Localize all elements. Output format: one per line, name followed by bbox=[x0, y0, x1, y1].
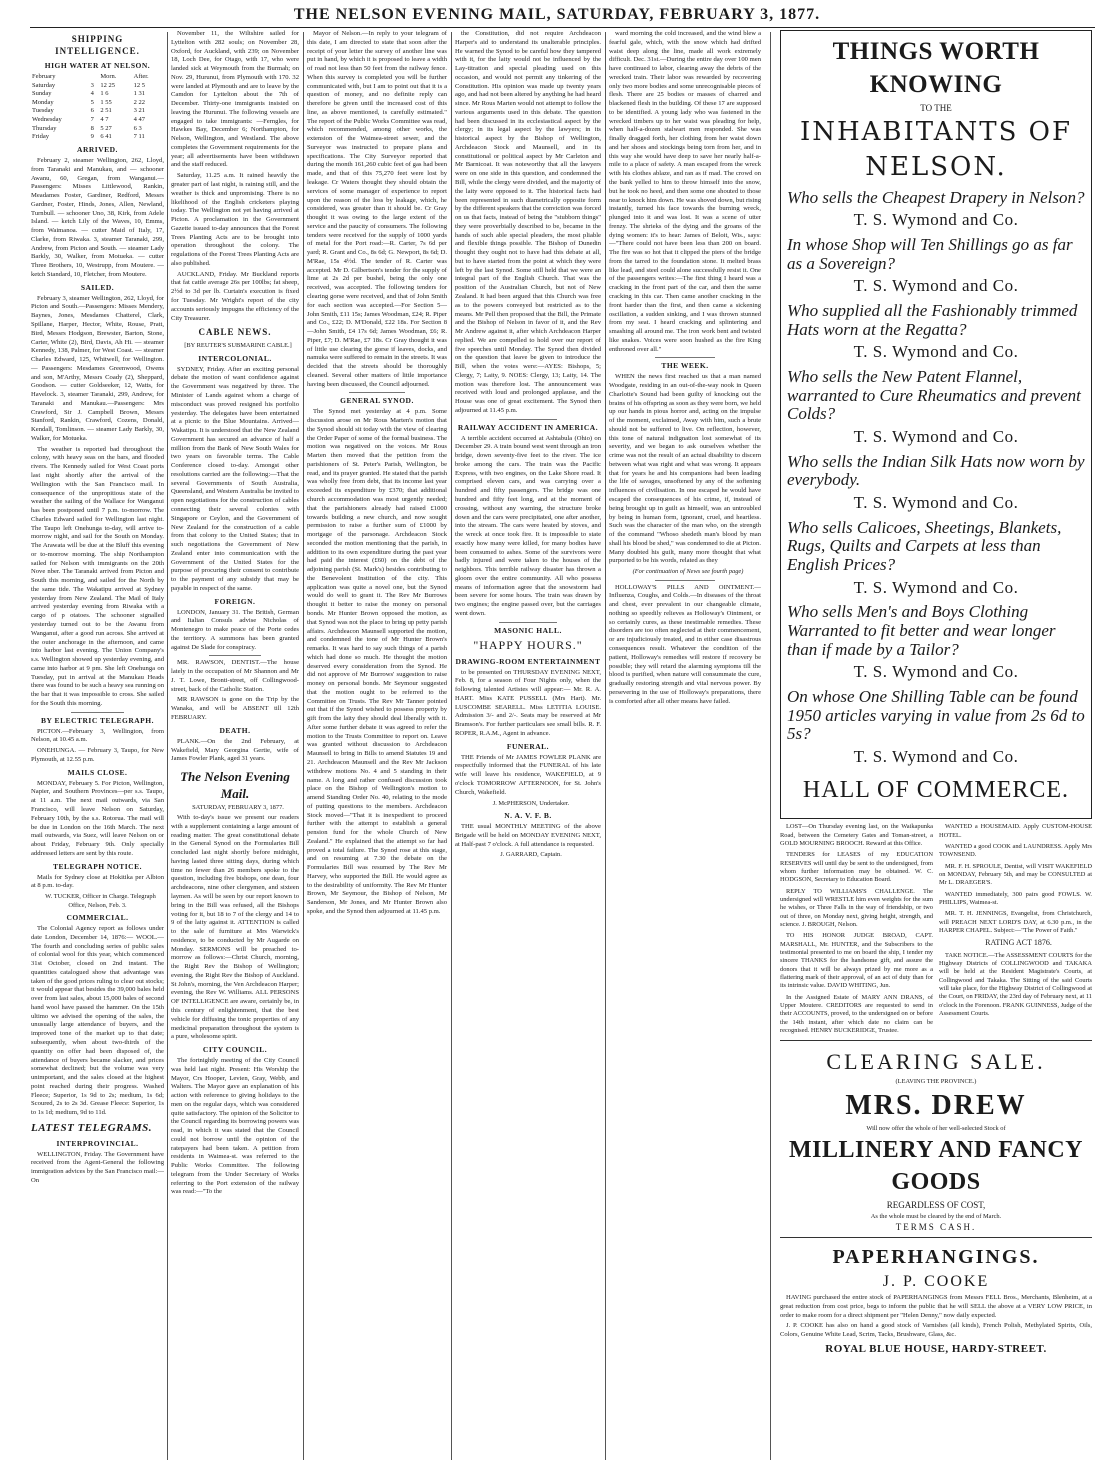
hall-of-commerce: HALL OF COMMERCE. bbox=[802, 776, 1070, 803]
tide-cell: 9 bbox=[90, 133, 94, 141]
classified-ad: TENDERS for LEASES of my EDUCATION RESERVES will until day be sent to the undersigned, from whom further information may be obtained. W. C. HODGSON, Secretary to Education Board. bbox=[780, 851, 933, 884]
answer: T. S. Wymond and Co. bbox=[853, 342, 1019, 362]
paperhangings-ad bbox=[780, 1237, 1092, 1356]
tide-row bbox=[31, 116, 164, 125]
answer: T. S. Wymond and Co. bbox=[853, 210, 1019, 230]
clearing-sale-heading: CLEARING SALE. bbox=[826, 1049, 1046, 1075]
railway-heading: RAILWAY ACCIDENT IN AMERICA. bbox=[457, 422, 599, 432]
immigration-text: November 11, the Wiltshire sailed for Lyttelton with 282 souls; on November 28, Oxford, for Auckland, with 239; on November 18, Loch Dee, for Otago, with 17, who were landed sick at Weymouth from the Burmah; on Nov. 29, Hurunui, from Plymouth with 170. 32 were landed at Plymouth and are to leave by the Camdon for Lyttelton about the 7th of December. Thirty-one immigrants insisted on leaving the Hurunui. The following vessels are engaged to take immigrants: —Ferngles, for Hawkes Bay, December 6; Northampton, for Nelson, Wellington, and Westland. The above completes the Government requirements for the year; all advertisements have been withdrawn and the staff reduced. bbox=[171, 30, 299, 169]
arrived-text: February 2, steamer Wellington, 262, Lloyd, from Taranaki and Manukau, and — schooner Awanu, 60, Gregan, from Wanganui.—Passengers: Misses Littlewood, Rankin, Meadames Foster, Gardiner, Redford, Messrs Gardner, Foster, Hinds, Jones, Allen, Newland, Turnbull. — schooner Uno, 38, Kirk, from Adele Island. — ketch Lily of the Waves, 10, Emms, from Waimanoa. — cutter Maid of Italy, 17, Clarke, from Riwaka. 3, steamer Taranaki, 299, Andrew, from Picton and South. — steamer Lady Barkly, 30, Walker, from Motueka. — cutter Three Brothers, 10, Westrupp, from Moutere. — ketch Standard, 10, Fletcher, from Moutere. bbox=[31, 157, 164, 278]
commercial-heading: COMMERCIAL. bbox=[66, 913, 129, 923]
masonic-heading: MASONIC HALL. bbox=[494, 625, 562, 635]
tide-cell: 1 6 bbox=[100, 90, 109, 98]
inhabitants-of-nelson: INHABITANTS OF NELSON. bbox=[799, 117, 1073, 183]
railway-text: A terrible accident occurred at Ashtabula (Ohio) on December 29. A train bound west went through an iron bridge, down seventy-five feet to the river. The ice broke among the cars. The train was the Pacific Express, with two engines, on the Lake Shore road. It comprised eleven cars, and was carrying over a hundred and fifty passengers. The bridge was one hundred and fifty feet long, and at the moment of crossing, without any warning, the structure broke down and the cars were precipitated, one after another, into the stream. The cars were heated by stoves, and the wreck at once took fire. It is impossible to state exactly how many were killed, for many bodies have been consumed to ashes. Some of the survivors were badly injured and were taken to the houses of the neighbors. This terrible railway disaster has thrown a gloom over the entire community. All who possess means of information agree that the snowstorm had been severe for some hours. The train was drawn by two engines; the engine passed over, but the carriages went down. bbox=[455, 434, 601, 617]
answer: T. S. Wymond and Co. bbox=[853, 426, 1019, 446]
tide-row bbox=[31, 90, 164, 99]
divider bbox=[499, 419, 557, 420]
council-continued: Mayor of Nelson.—In reply to your telegram of this date, I am directed to state that soon after the receipt of your letter the survey of another line was put in hand, by which it is proposed to leave a width of road not less than 50 feet from the railway fence. When this survey is completed you will be further communicated with, but I am to point out that it is a question of money, and no definite reply can therefore be given until the increased cost of this line, as above mentioned, is carefully estimated." The report of the Public Works Committee was read, which recommended, among other works, the extension of the Waimea-street sewer, and the Surveyor was instructed to prepare plans and specifications. The City Surveyor reported that during the month 161,260 cubic feet of gas had been made, and that of this 75,270 feet were lost by leakage. Cr Waters thought they should obtain the services of some manager of experience to report upon the reason of the loss by leakage, which, he considered, was greater than it should be. Cr Gray thought it was owing to the large extent of the service and the paucity of consumers. The following tenders were received for the supply of 1000 yards of metal for the Port road:—R. Carter, 7s 6d per yard; R. Grant and Co., 8s 6d; G. Newport, 8s 6d; D. M'Rae, 15s 4½d. The tender of R. Carter was accepted. Mr D. Gilbertson's tender for the supply of lime at 2s 2d per bushel, being the only one received, was accepted. The following tenders for clearing gorse were received, and that of John Smith for each section was accepted.—For Section 5—John Smith, £11 15s; James Woodman, £24; R. Piper and Co., £22; D. M'Donald, £22 18s. For Section 8—John Smith, £4 17s 6d; James Woodman, £6; R. Piper, £7; D. M'Rae, £7 18s. Cr Gray thought it was of little use clearing the gorse if leaves, docks, and namuka were suffered to remain in the streets. It was decided that the streets should be thoroughly cleaned. Several other matters of little importance having been discussed, the Council adjourned. bbox=[307, 30, 447, 388]
tide-head: Morn. bbox=[100, 72, 117, 80]
cable-subheading: [BY REUTER'S SUBMARINE CABLE.] bbox=[184, 342, 292, 350]
mails-heading: MAILS CLOSE. bbox=[67, 767, 128, 777]
tide-cell: 2 22 bbox=[133, 98, 146, 106]
paperhangings-heading: PAPERHANGINGS. bbox=[832, 1246, 1040, 1269]
tide-cell: 1 55 bbox=[100, 98, 112, 106]
death-heading: DEATH. bbox=[219, 725, 251, 735]
arrived-heading: ARRIVED. bbox=[77, 145, 118, 155]
masthead: THE NELSON EVENING MAIL, SATURDAY, FEBRUARY 3, 1877. bbox=[293, 6, 821, 23]
will-now-offer: Will now offer the whole of her well-selected Stock of bbox=[866, 1125, 1006, 1133]
interprovincial-heading: INTERPROVINCIAL. bbox=[56, 1138, 139, 1148]
tide-head: February bbox=[32, 72, 56, 80]
navf-heading: N. A. V. F. B. bbox=[504, 811, 552, 821]
classified-ad: TO HIS HONOR JUDGE BROAD, CAPT. MARSHALL, Mr. HUNTER, and the Subscribers to the testimonial presented to me on board the ship, I tender my sincere THANKS for the handsome gift, and assure the donors that it will be always prized by me more as a flattering mark of their approval, of an act of duty than for its intrinsic value. DAVID WHITING, Jun. bbox=[780, 932, 933, 990]
funeral-text: THE Friends of Mr JAMES FOWLER PLANK are respectfully informed that the FUNERAL of his late wife will leave his residence, WAKEFIELD, at 9 o'clock TOMORROW AFTERNOON, for St. John's Church, Wakefield. bbox=[455, 753, 601, 796]
dentist-ad: MR. RAWSON, DENTIST.—The house lately in the occupation of Mr Shannon and Mr J. T. Lowe, Bronti-street, off Collingwood-street, back of the Catholic Station. bbox=[171, 659, 299, 693]
foreign-text: LONDON, January 31. The British, German and Italian Consuls advise Nicholas of Montenegro to make peace of the Porte cedes the territory. A summons has been granted against De Slade for conspiracy. bbox=[171, 608, 299, 651]
small-ads-right bbox=[939, 823, 1092, 1038]
the-week-text: WHEN the news first reached us that a man named Woodgate, residing in an out-of-the-way nook in Queen Charlotte's Sound had been guilty of knocking out the brains of his offspring as soon as they were born, we held up our hands in pious horror and, acting on the impulse of the moment, exclaimed, Away with him, such a brute should not be suffered to live. On reflection, however, this tone of natural indignation lost somewhat of its severity, and we began to ask ourselves whether the crime was not the result of an actual disability to discern between what was right and what was wrong. It appears that for years he and his companions had been leading the life of savages, unsoftened by any of the softening influences of civilisation. In one escaped he would have escaped the consequences of his crime, if, instead of being brought up in guilt as himself, was an untroubled by being in human form, ignorant, cruel, and heartless. Such was the character of the man who, on the strength of the command "Whoso shedeth man's blood by man shall his blood be shed," was condemned to die at Picton. Many doubted his guilt, many more thought that what purported to be his words, related as they bbox=[609, 373, 761, 565]
answer: T. S. Wymond and Co. bbox=[853, 276, 1019, 296]
tide-cell: Monday bbox=[32, 98, 54, 106]
tide-cell: 8 bbox=[90, 124, 94, 132]
question: Who supplied all the Fashionably trimmed Hats worn at the Regatta? bbox=[787, 300, 1078, 339]
mails-text: MONDAY, February 5. For Picton, Wellington, Napier, and Southern Provinces—per s.s. Taupo, at 11 a.m. The next mail outwards, via San Francisco, will leave Nelson on Saturday, February 10th, by the s.s. Rotorua. The mail will be due in London on the 16th March. The next mail outwards, via Suez, will leave Nelson on or about Friday, February 9th. Only specially addressed letters are sent by this route. bbox=[31, 779, 164, 857]
paperhangings-text-2: J. P. COOKE has also on hand a good stock of Varnishes (all kinds), French Polish, Methylated Spirits, Oils, Colors, Genuine White Lead, Scrim, Tacks, Brushware, Glass, &c. bbox=[780, 1322, 1092, 1339]
divider bbox=[349, 392, 405, 393]
answer: T. S. Wymond and Co. bbox=[853, 662, 1019, 682]
foreign-heading: FOREIGN. bbox=[214, 596, 256, 606]
interprovincial-text: WELLINGTON, Friday. The Government have received from the Agent-General the following immigration advices by the San Francisco mail:—On bbox=[31, 1150, 164, 1184]
tide-table bbox=[31, 73, 164, 142]
column-2 bbox=[171, 30, 299, 1460]
tide-row bbox=[31, 99, 164, 108]
tide-cell: 7 bbox=[90, 116, 94, 124]
shipping-heading: SHIPPING INTELLIGENCE. bbox=[55, 34, 140, 56]
tide-head: After. bbox=[133, 72, 149, 80]
tide-cell: 3 bbox=[90, 81, 94, 89]
intercolonial-heading: INTERCOLONIAL. bbox=[198, 353, 272, 363]
paper-title: The Nelson Evening Mail. bbox=[180, 769, 290, 802]
answer: T. S. Wymond and Co. bbox=[853, 577, 1019, 597]
tide-cell: 12 5 bbox=[133, 81, 146, 89]
classified-ad: LOST—On Thursday evening last, on the Waikapunka Road, between the Cemetery Gates and Toman-street, a GOLD MOURNING BROOCH. Reward at this Office. bbox=[780, 823, 933, 848]
telegraph-arrived: PICTON.—February 3, Wellington, from Nelson, at 10.45 a.m. bbox=[31, 727, 164, 744]
railway-continued: ward morning the cold increased, and the wind blew a fearful gale, which, with the snow which had drifted waist deep along the line, made all work extremely difficult. Dec. 31st.—During the entire day over 100 men have continued to labor, clearing away the debris of the wrecked train. Their labor was rewarded by recovering only two more bodies and some unrecognisable pieces of flesh. There are 25 bodies or masses of charred and blackened flesh in the building. Of these 17 are supposed to be identified. A young lady who was fastened in the wrecked timbers up to her waist was pleading for help, when half-a-dozen stalwart men responded. She was finally dragged forth, her clothing from her waist down and her shoes and stockings being torn from her, and in this way she would have deep to save her nearly half-a-mile to a place of safety. A man escaped from the wreck with his clothes ablaze, and ran as if mad. The crowd on the bank yelled to him to throw himself into the snow, but he took no heed, and then some one shouted to those near to knock him down. He was shoved down, but rising instantly, turned his face towards the burning wreck, plunged into it and was lost. It was a scene of utter frenzy. The shrieks of the dying and the groans of the dying women: it's to hear: James of Beloit, Wis., says:—"There could not have been less than 200 on board. The fire was so hot that it clipped the piers of the bridge from the tarred to the foundation stone. It melted brass like lead, and steel could alone successfully resist it. One of the passengers writes:—The first thing I heard was a cracking in the front part of the car, and then the same cracking in this car. Then came another cracking in the front harder than the first, and then came a sickening oscillation, a sudden sinking, and I was thrown stunned from my seat. I heard cracking and splintering and smashing all around me. The iron work bent and twisted like snakes. Voices were soon hushed as the fire King enthroned over all." bbox=[609, 30, 761, 353]
mrs-drew: MRS. DREW bbox=[845, 1090, 1027, 1122]
tide-cell: 6 3 bbox=[133, 124, 142, 132]
tide-cell: Tuesday bbox=[32, 107, 54, 115]
column-divider bbox=[167, 32, 168, 1460]
column-1 bbox=[31, 30, 164, 1460]
saturday-text: Saturday, 11.25 a.m. It rained heavily the greater part of last night, is raining still, and the weather is thick and unpromising. There is no likelihood of the English cricketers playing today. The Wellington not yet having arrived at Picton. A proclamation in the Government Gazette issued to-day announces that the Forest Trees Planting Acts are to be brought into operation throughout the colony. The regulations of the Forest Trees Planting Acts are also published. bbox=[171, 172, 299, 267]
paperhangings-text: HAVING purchased the entire stock of PAPERHANGINGS from Messrs FELL Bros., Merchants, Blenheim, at a great reduction from cost price, begs to inform the public that he will SELL the above at a VERY LOW PRICE, in order to make room for a direct shipment per "Helen Denny," now daily expected. bbox=[780, 1293, 1092, 1319]
tide-cell: 7 11 bbox=[133, 133, 145, 141]
notice-signature: W. TUCKER, Officer in Charge. Telegraph Office, Nelson, Feb. 3. bbox=[45, 893, 156, 909]
tide-cell: Friday bbox=[32, 133, 49, 141]
tide-cell: Wednesday bbox=[32, 116, 62, 124]
telegraph-heading: BY ELECTRIC TELEGRAPH. bbox=[41, 715, 154, 725]
paper-date: SATURDAY, FEBRUARY 3, 1877. bbox=[192, 803, 284, 811]
tide-cell: 4 7 bbox=[100, 116, 109, 124]
question: Who sells the New Patent Flannel, warranted to Cure Rheumatics and prevent Colds? bbox=[787, 366, 1081, 424]
classified-ad: In the Assigned Estate of MARY ANN DRANS, of Upper Moutere. CREDITORS are requested to send in their ACCOUNTS, proved, to the undersigned on or before the 14th instant, after which date no claim can be recognised. HENRY BUCKERIDGE, Trustee. bbox=[780, 993, 933, 1035]
intercolonial-text: SYDNEY, Friday. After an exciting personal debate the motion of want confidence against the Government was negatived by three. The Minister of Lands against whom a charge of misconduct was proved resigned his portfolio yesterday. The delegates have been entertained at a picnic to the Blue Mountains. Arrived—Wakatipu. It is understood that the New Zealand Government has secured an advance of half a million from the Bank of New South Wales for two years on favorable terms. The Cable Conference closed to-day. Amongst other resolutions carried are the following:—That the several Governments of South Australia, Queensland, and Western Australia be invited to open negotiations for the construction of cables connecting their several colonies with Singapore or Ceylon, and the Government of New Zealand for the construction of a cable from that colony to the United States; that in such negotiations the Government of New Zealand enter into communication with the Government of the United States for the purpose of procuring their consent to contribute to the payment of any subsidy that may be payable in respect of the same. bbox=[171, 365, 299, 592]
things-worth-knowing: THINGS WORTH KNOWING bbox=[832, 38, 1040, 99]
cable-news-heading: CABLE NEWS. bbox=[198, 327, 272, 338]
auckland-text: AUCKLAND, Friday. Mr Buckland reports that fat cattle average 26s per 100lbs; fat sheep, 2½d to 3d per lb. Curtain's execution is fixed for Tuesday. Mr Wright's report of the city accounts seriously impugns the efficiency of the City Treasurer. bbox=[171, 270, 299, 322]
column-5 bbox=[609, 30, 761, 1460]
telegraph-notice: Mails for Sydney close at Hokitika per Albion at 8 p.m. to-day. bbox=[31, 873, 164, 890]
header-rule bbox=[30, 27, 1095, 28]
millinery-heading: MILLINERY AND FANCY GOODS bbox=[789, 1136, 1083, 1195]
latest-telegrams-heading: LATEST TELEGRAMS. bbox=[31, 1121, 152, 1134]
question: Who sells Men's and Boys Clothing Warranted to fit better and wear longer than if made by a Tailor? bbox=[787, 602, 1056, 659]
holloway-ad: HOLLOWAY'S PILLS AND OINTMENT.—Influenza, Coughs, and Colds.—In diseases of the throat and chest, ever prevalent in our changeable climate, nothing so speedily relieves as Holloway's Ointment, or so certainly cures, as these inestimable remedies. These disorders are too often neglected at their commencement, or are injudiciously treated, and in either case disastrous consequences result. Whatever the condition of the patient, Holloway's remedies will restore if recovery be possible; they will retard the alarming symptoms till the blood is purified, when nature will consummate the cure, gradually restoring strength and vital nervous power. By persevering in the use of Holloway's preparations, there is comforted after all other means have failed. bbox=[609, 583, 761, 705]
dentist-absent-ad: MR RAWSON is gone on the Trip by the Wanaka, and will be ABSENT till 12th FEBRUARY. bbox=[171, 696, 299, 722]
drawing-room-heading: DRAWING-ROOM ENTERTAINMENT bbox=[455, 656, 601, 666]
tide-cell: Saturday bbox=[32, 81, 56, 89]
tide-cell: 6 bbox=[90, 107, 94, 115]
clearing-sale-ad bbox=[780, 1040, 1092, 1234]
telegraph-notice-heading: TELEGRAPH NOTICE. bbox=[53, 861, 142, 871]
column-divider bbox=[451, 32, 452, 1460]
funeral-signature: J. McPHERSON, Undertaker. bbox=[492, 799, 570, 807]
question: On whose One Shilling Table can be found 1950 articles varying in value from 2s 6d to 5s? bbox=[787, 686, 1085, 744]
column-divider bbox=[303, 32, 304, 1460]
tide-row bbox=[31, 107, 164, 116]
classified-ad: TAKE NOTICE.—The ASSESSMENT COURTS for the Highway Districts of COLLINGWOOD and TAKAKA will be held at the Resident Magistrate's Courts, at Collingwood and Takaka. The Sitting of the said Courts will take place, for the Highway District of Collingwood at the Court, on FRIDAY, the 23rd day of February next, at 11 o'clock in the Forenoon. FRANK GUINNESS, Judge of the Assessment Courts. bbox=[939, 951, 1092, 1018]
column-4 bbox=[455, 30, 601, 1460]
column-divider bbox=[770, 32, 771, 1460]
classified-ad: MR. T. H. JENNINGS, Evangelist, from Christchurch, will PREACH NEXT LORD'S DAY, at 6.30 p.m., in the HARPER CHAPEL. Subject:—"The Power of Faith." bbox=[939, 910, 1092, 935]
tide-row bbox=[31, 125, 164, 134]
question: Who sells the Cheapest Drapery in Nelson? bbox=[787, 187, 1085, 207]
tide-cell: 5 27 bbox=[100, 124, 112, 132]
jp-cooke: J. P. COOKE bbox=[882, 1272, 990, 1290]
divider bbox=[655, 580, 716, 581]
royal-blue-house: ROYAL BLUE HOUSE, HARDY-STREET. bbox=[825, 1342, 1047, 1355]
tide-row bbox=[31, 133, 164, 142]
tide-cell: 4 bbox=[90, 90, 94, 98]
answer: T. S. Wymond and Co. bbox=[853, 746, 1019, 766]
tide-cell: 3 21 bbox=[133, 107, 146, 115]
tide-cell: 2 51 bbox=[100, 107, 112, 115]
tide-cell: Sunday bbox=[32, 90, 52, 98]
synod-heading: GENERAL SYNOD. bbox=[340, 396, 414, 406]
continuation-note: (For continuation of News see fourth page) bbox=[632, 568, 744, 576]
tide-row bbox=[31, 82, 164, 91]
city-council-text: The fortnightly meeting of the City Council was held last night. Present: His Worship the Mayor, Crs Hooper, Levien, Gray, Webb, and Walters. The Mayor gave an explanation of his action with reference to giving holidays to the men on the regular days, which was considered quite satisfactory. The opinion of the Solicitor to the Council regarding its borrowing powers was read, in which it was stated that the Council could not borrow until the opinion of the ratepayers had been taken. A petition from residents in Waimea-st. was referred to the Public Works Committee. The following telegram from the Under Secretary of Works referring to the Port extension of the railway was read:—"To the bbox=[171, 1057, 299, 1196]
question: In whose Shop will Ten Shillings go as far as a Sovereign? bbox=[787, 234, 1073, 273]
answer: T. S. Wymond and Co. bbox=[853, 492, 1019, 512]
telegraph-sailed: ONEHUNGA. — February 3, Taupo, for New Plymouth, at 12.55 p.m. bbox=[31, 747, 164, 763]
navf-text: THE usual MONTHLY MEETING of the above Brigade will be held on MONDAY EVENING NEXT, at Half-past 7 o'clock. A full attendance is requested. bbox=[455, 823, 601, 848]
advertisements-column bbox=[780, 30, 1092, 1460]
shipping-report: The weather is reported bad throughout the colony, with heavy seas on the bars, and flooded rivers. The Kennedy sailed for West Coast ports last night shortly after the arrival of the Wellington with the San Francisco mail. In consequence of the unpropitious state of the weather the sailing of the Wallace for Wanganui has been postponed until 7 p.m. to-morrow. The Charles Edward sailed for Wellington last night. The Taupo left Onehunga to-day, will arrive to-morrow night, and sail for the South on Monday. The Arawata will be due at the Bluff this evening or to-morrow morning. The ship Northampton sailed for Nelson with immigrants on the 20th Nove nber. The Taranaki arrived from Picton and South this morning, and sailed for the North by the same tide. The Wakatipu arrived at Sydney yesterday from New Zealand. The Mail of Italy arrived yesterday evening from Riwaka with a cargo of p otatoes. The schooner signalled yesterday turned out to be the Awanu from Wanganui, after a good run across. She arrived at the outer anchorage in the afternoon, and came into harbor last evening. The Union Company's s.s. Wellington showed up yesterday evening, and came into harbor at 9 pm. She left Onehunga on Tuesday, put in arrival at the Manukau Heads there was found to be such a heavy sea running on the bar that it was impossible to cross. She sailed for the South this morning. bbox=[31, 445, 164, 707]
column-3 bbox=[307, 30, 447, 1460]
tide-cell: 6 41 bbox=[100, 133, 112, 141]
synod-continued: the Constitution, did not require Archdeacon Harper's aid to understand its unalterable principles. He warned the Synod to be careful how they tampered with it, for the laity would not be influenced by the Lay-titration and special pleading used on this occasion, and would not permit any tinkering of the Constitution. His opinion was made up twenty years ago, and had not been altered by anything he had heard since. Mr Rous Marten would not attempt to follow the various arguments used in this debate. The question had been discussed in its ecclesiastical aspect by the clergy; in its legal aspect by the lawyers; in its historical aspect by the Bishop of Wellington, Archdeacon Stock and Maunsell, and in its constitutional or political aspect by Mr Carleton and Mr Barnicoat. It was noteworthy that all the lawyers were on one side in this question, and condemned the Bill, while the clergy were divided, and the majority of the laity were opposed to it. The historical facts had been represented in such diametrically opposite form by the different speakers that the conviction was forced on us that facts, instead of being the "stubborn things" they were proverbially described to be, became in the hands of such able special pleaders, the most pliable and flexible things possible. The Bishop of Dunedin thought they ought not to have had this debate at all, but to have started from the point at which they were left by the last Synod. Some still held that we were an integral part of the English Church. That was the position of the Australian Church, but not of New Zealand. It had been argued that this Church was free as to the powers conveyed but restricted as to the means. Mr Pell then proposed that the Bill, the Primate and the Bishop of Nelson in favor of it, and the Rev Mr Andrew against it, after which Archdeacon Harper replied. We are compelled to hold over our report of five speeches until Monday. The Synod then divided on the question that leave be given to introduce the Bill, when the votes were:—AYES: Bishops, 5; Clergy, 7; Laity, 9. NOES: Clergy, 13; Laity, 14. The motion was therefore lost. The announcement was received with loud and prolonged applause, and the House was one of great excitement. The Synod then adjourned at 11.45 p.m. bbox=[455, 30, 601, 414]
to-the: TO THE bbox=[920, 102, 952, 113]
city-council-heading: CITY COUNCIL. bbox=[202, 1045, 268, 1055]
rating-act-heading: RATING ACT 1876. bbox=[985, 938, 1052, 948]
synod-text: The Synod met yesterday at 4 p.m. Some discussion arose on Mr Rous Marten's motion that the Synod should sit today with the view of clearing the Order Paper of some of the formal business. The motion was negatived on the voices. Mr Rous Marten then moved that the petition from the parishioners of St. Peter's Parish, Wellington, be read, and its prayer granted. He stated that the parish was wholly free from debt, that its income last year exceeded its expenditure by £370; that additional church accommodation was most urgently needed; that the parishioners already had raised £1000 towards building a new church, and now sought permission to raise a further sum of £1000 by mortgage of the parsonage. Archdeacon Stock seconded the motion mentioning that the parish, in addition to its own expenditure during the past year had paid the interest (£60) on the debt of the adjoining parish (St. Mark's) besides contributing to the Benevolent Institution of the city. This application was quite a novel one, but the Synod would do well to grant it. The Rev Mr Burrows thought it better to raise the money on personal bonds. Mr Hunter Brown opposed the motion, as that Synod was not the place to bring up petty parish affairs. Archdeacon Maunsell supported the motion, and condemned the tone of Mr Hunter Brown's remarks. It was hard to say such things of a parish which had done so much. He thought the motion deserved every consideration from the Synod. He did not approve of Mr Burrows' suggestion to raise money on personal bonds. Mr Seymour suggested that the motion ought to be referred to the Committee on Trusts. The Rev Mr Tanner pointed out that if the Synod wished to possess property by gift from the laity they should deal liberally with it. After some further debate it was agreed to refer the motion to the Trusts Committee to report on. Leave was granted without discussion to Archdeacon Maunsell to bring in Bills to amend Statutes 19 and 21. Archdeacon Maunsell and the Rev Mr Jackson withdrew motions No. 4 and 5 standing in their name. A long and rather confused discussion took place on the Bishop of Wellington's motion to amend Standing Order No. 40, relating to the mode of putting questions to the members. Archdeacon Stock moved—"That it is inexpedient to proceed further with the attempt to establish a general pension fund for the whole Church of New Zealand." He explained that the attempt so far had proved a total failure. The Synod rose at this stage, and on resuming at 7.30 the debate on the Formularies Bill was resumed by The Rev Mr Harvey, who supported the Bill. He would agree as to the desirability of uniformity. The Rev Mr Hunter Brown, Mr Seymour, the Bishop of Nelson, Mr Sanderson, Mr Jones, and Mr Hunter Brown also spoke, and the Synod then adjourned at 11.45 p.m. bbox=[307, 408, 447, 915]
tide-cell: 5 bbox=[90, 98, 94, 106]
classified-ad: WANTED a good COOK and LAUNDRESS. Apply Mrs TOWNSEND. bbox=[939, 843, 1092, 859]
sailed-text: February 3, steamer Wellington, 262, Lloyd, for Picton and South.—Passengers: Misses Mendery, Baynes, Jones, Mesdames Chatterel, Clark, Spillane, Harper, Hector, White, Rouse, Pratt, Bird, Messrs Hodgson, Brewster, Barton, Stone, Carter, White (2), Bird, Davis, Ah Hi. — steamer Kennedy, 138, Palmer, for West Coast. — steamer Charles Edward, 125, Whitwell, for Wellington. — Passengers: Mesdames Greenwood, Owens and son, M'Arthy, Messrs Coady (2), Sheppard, Goodson. — cutter Goldseeker, 12, Watts, for Havelock. 3, steamer Taranaki, 299, Andrew, for Taranaki and Manukau.—Passengers: Mrs Crawford, Sir J. Campbell Brown, Messrs Stanford, Rankin, Crawford, Cozens, Donald, Kendall, Tomlinson. — steamer Lady Barkly, 30, Walker, for Motueka. bbox=[31, 294, 164, 442]
tide-cell: Thursday bbox=[32, 124, 57, 132]
question: Who sells the Indian Silk Hats now worn by everybody. bbox=[787, 451, 1085, 490]
as-whole-cleared: As the whole must be cleared by the end of March. bbox=[870, 1212, 1002, 1220]
the-week-heading: THE WEEK. bbox=[661, 361, 709, 371]
navf-signature: J. GARRARD, Captain. bbox=[500, 851, 562, 859]
divider bbox=[71, 712, 124, 713]
wymond-ad bbox=[780, 30, 1092, 819]
question: Who sells Calicoes, Sheetings, Blankets, Rugs, Quilts and Carpets at less than English Prices? bbox=[787, 517, 1062, 574]
divider bbox=[655, 357, 716, 358]
divider bbox=[209, 655, 260, 656]
happy-hours-title: "HAPPY HOURS." bbox=[473, 637, 583, 652]
classified-ad: MR. F. H. SPROULE, Dentist, will VISIT WAKEFIELD on MONDAY, February 5th, and may be CONSULTED at Mr L. DRAEGER'S. bbox=[939, 862, 1092, 887]
sailed-heading: SAILED. bbox=[80, 282, 115, 292]
tide-cell: 1 31 bbox=[133, 90, 146, 98]
classified-ad: WANTED immediately, 300 pairs good FOWLS. W. PHILLIPS, Waimea-st. bbox=[939, 890, 1092, 907]
terms-cash: TERMS CASH. bbox=[895, 1222, 977, 1233]
tide-cell: 4 47 bbox=[133, 116, 146, 124]
funeral-heading: FUNERAL. bbox=[506, 741, 550, 751]
classified-ad: REPLY TO WILLIAMS'S CHALLENGE. The undersigned will WRESTLE him even weights for the sum he wishes, or Three Falls in the way of friendship, or two out of three, on Monday next, giving height, strength, and science. J. BROUGH, Nelson. bbox=[780, 887, 933, 929]
commercial-text: The Colonial Agency report as follows under date London, December 14, 1876:— WOOL.—The fourth and concluding series of public sales of colonial wool for this year, which commenced 31st October, closed on 2nd instant. The quantities catalogued show that advantage was taken of the good prices ruling to clear out stocks; it would appear that besides the 39,000 bales held over from last sales, about 15,000 bales of second hand wool have passed the hammer. On the 15th ultimo we advised the opening of the sales, the unusually large attendance of buyers, and the improved tone of the market up to that date; subsequently, when about two-thirds of the quantity on offer had been disposed of, the attendance of buyers became slacker, and prices somewhat declined; but the volume was very unimportant, and the sales closed at the highest point reached during their progress. Washed Fleece; Superior, 1s 9d to 2s; medium, 1s 6d; Scoured, 2s to 2s 3d. Grease Fleece: Superior, 1s to 1s 1d; medium, 9d to 11d. bbox=[31, 925, 164, 1117]
classified-ad: WANTED a HOUSEMAID. Apply CUSTOM-HOUSE HOTEL. bbox=[939, 823, 1092, 839]
editorial-text: With to-day's issue we present our readers with a supplement containing a large amount of reading matter. The great constitutional debate in the General Synod on the Formularies Bill concluded last night shortly before midnight, having lasted three sitting days, during which time no fewer than 26 members spoke to the question, including five bishops, one dean, four archdeacons, nine other clergymen, and sixteen laymen. As will be seen by our report known to bring in the Bill was refused, all the Bishops voting for it, but 18 to 7 of the clergy and 14 to 9 of the laity against it. ATTENTION is called to the sale of furniture at Mrs Warwick's residence, to be conducted by Mr Augarde on Monday. SERMONS will be preached to-morrow as follows:—Christ Church, morning, the Right Rev the Bishop of Wellington; evening, the Right Rev the Bishop of Auckland. St John's, morning, the Ven Archdeacon Harper; evening, the Rev W. Williams. ALL PERSONS OF INTELLIGENCE are aware, certainly be, in this century of enlightenment, that the best vehicle for diffusing the tonic properties of any medicinal preparation throughout the system is a pure, wholesome spirit. bbox=[171, 814, 299, 1041]
regardless-of-cost: REGARDLESS OF COST, bbox=[886, 1199, 986, 1210]
high-water-heading: HIGH WATER AT NELSON. bbox=[44, 60, 151, 70]
small-ads bbox=[780, 823, 1092, 1038]
drawing-room-text: to be presented on THURSDAY EVENING NEXT, Feb. 8, for a season of Four Nights only, when the following talented Artistes will appear:— Mr. R. A. HART. Miss KATE PUSSELL (Mrs Hart). Mr. LUSCOMBE SEARELL. Miss LETITIA LOUISE. Admission 3/- and 2/-. Seats may be reserved at Mr Bramson's. For further particulars see small bills. R. F. ROPER, R.A.M., Agent in advance. bbox=[455, 668, 601, 737]
column-divider bbox=[605, 32, 606, 1460]
tide-cell: 12 25 bbox=[100, 81, 115, 89]
death-notice: PLANK.—On the 2nd February, at Wakefield, Mary Georgina Gertie, wife of James Fowler Plank, aged 31 years. bbox=[171, 737, 299, 763]
small-ads-left bbox=[780, 823, 933, 1038]
divider bbox=[499, 622, 557, 623]
leaving-province: (LEAVING THE PROVINCE.) bbox=[895, 1077, 977, 1085]
